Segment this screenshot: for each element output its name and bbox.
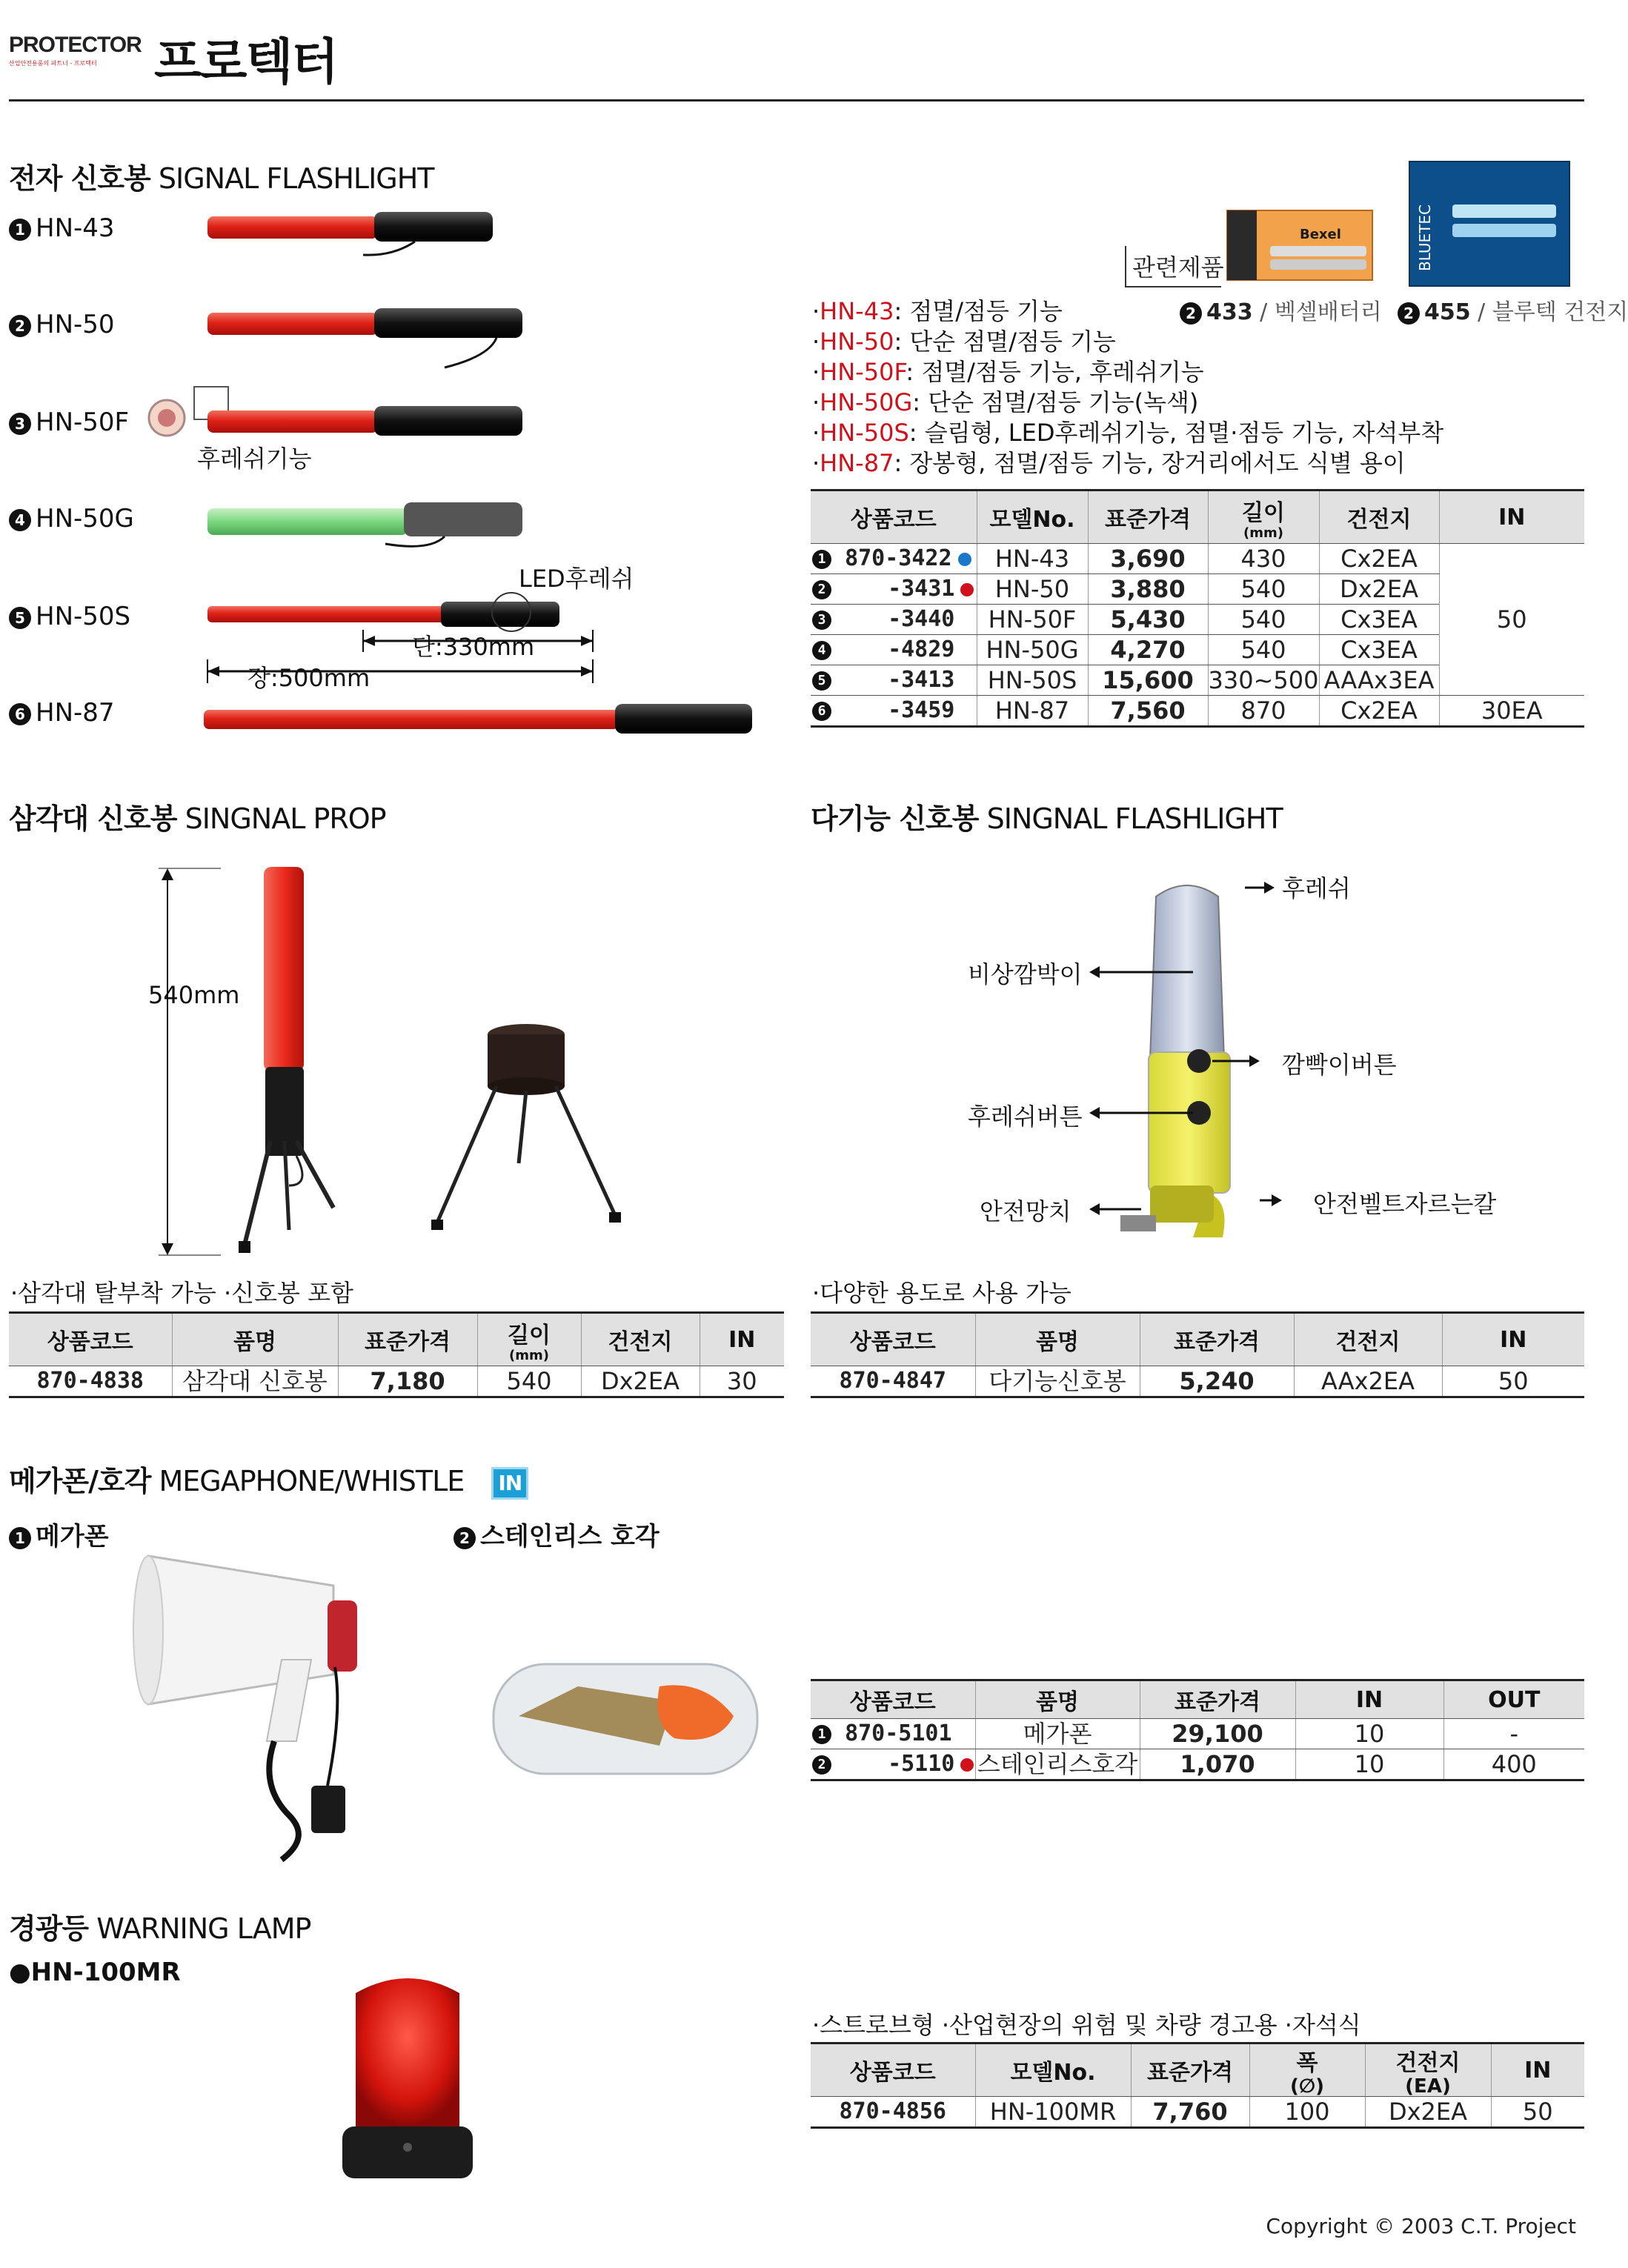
feature-hn50g: ·HN-50G: 단순 점멸/점등 기능(녹색) bbox=[812, 388, 1199, 416]
cell-code: 870-4847 bbox=[811, 1366, 975, 1397]
arrow-head bbox=[1264, 882, 1275, 894]
col-length-label: 길이 bbox=[508, 1323, 551, 1349]
section-title-kr: 경광등 bbox=[9, 1912, 89, 1945]
prop-dim-arrow-top bbox=[162, 868, 173, 880]
code-text: 870-5101 bbox=[845, 1720, 952, 1746]
hn50s-handle bbox=[441, 602, 559, 627]
cell-battery: Cx2EA bbox=[1319, 544, 1439, 574]
cell-model: HN-50 bbox=[977, 574, 1088, 605]
callout-blink-button: 깜빡이버튼 bbox=[1282, 1051, 1397, 1079]
col-code: 상품코드 bbox=[811, 2043, 975, 2097]
code-text: 870-3422 bbox=[845, 545, 952, 571]
item-label-hn50 bbox=[9, 310, 115, 339]
brand-logo bbox=[9, 33, 142, 73]
row-number: 2 bbox=[812, 580, 831, 599]
arrow-head bbox=[1272, 1194, 1282, 1206]
in-badge: IN bbox=[491, 1467, 528, 1500]
cell-name: 다기능신호봉 bbox=[975, 1366, 1140, 1397]
prop-dim-arrow-bottom bbox=[162, 1243, 173, 1255]
col-price: 표준가격 bbox=[1140, 1313, 1294, 1366]
annotation-flash-function: 후레쉬기능 bbox=[197, 445, 312, 473]
section-title-en: MEGAPHONE/WHISTLE bbox=[159, 1465, 465, 1497]
feature-model: HN-50 bbox=[820, 327, 894, 356]
tripod-foot-2 bbox=[609, 1212, 621, 1223]
cell-price: 7,180 bbox=[338, 1366, 477, 1397]
hn50-handle bbox=[374, 308, 522, 338]
col-in: IN bbox=[700, 1313, 784, 1366]
cell-price: 5,240 bbox=[1140, 1366, 1294, 1397]
lamp-base-button bbox=[403, 2143, 412, 2152]
row-number: 1 bbox=[812, 1725, 831, 1744]
cell-code bbox=[811, 544, 977, 574]
related-product-desc: 블루텍 건전지 bbox=[1492, 299, 1628, 325]
cell-name: 메가폰 bbox=[975, 1719, 1140, 1749]
short-dim-arrow-left bbox=[363, 636, 375, 646]
col-model: 모델No. bbox=[975, 2043, 1131, 2097]
feature-hn50: ·HN-50: 단순 점멸/점등 기능 bbox=[812, 327, 1116, 356]
annotation-led-flash: LED후레쉬 bbox=[519, 565, 634, 593]
number-badge: 2 bbox=[1398, 302, 1420, 325]
related-products-label: 관련제품 bbox=[1125, 246, 1221, 287]
callout-safety-hammer: 안전망치 bbox=[980, 1197, 1072, 1226]
bexel-cell-2 bbox=[1270, 259, 1366, 270]
warning-lamp-image bbox=[326, 1971, 489, 2186]
bluetec-battery-image bbox=[1408, 160, 1571, 287]
item-label-text: HN-87 bbox=[36, 698, 115, 728]
hn50g-handle bbox=[404, 502, 522, 536]
feature-desc: : 단순 점멸/점등 기능 bbox=[894, 327, 1116, 356]
cell-battery: Dx2EA bbox=[1365, 2097, 1491, 2128]
feature-hn87: ·HN-87: 장봉형, 점멸/점등 기능, 장거리에서도 식별 용이 bbox=[812, 449, 1406, 477]
cell-length: 540 bbox=[1208, 574, 1319, 605]
copyright-text: Copyright © 2003 C.T. Project bbox=[1266, 2214, 1576, 2238]
cell-code bbox=[811, 1719, 975, 1749]
megaphone-table bbox=[811, 1679, 1584, 1781]
arrow-head bbox=[1089, 1203, 1100, 1215]
row-number: 3 bbox=[812, 611, 831, 630]
related-product-divider: / bbox=[1470, 299, 1492, 325]
feature-desc: : 점멸/점등 기능, 후레쉬기능 bbox=[906, 358, 1204, 386]
feature-desc: : 슬림형, LED후레쉬기능, 점멸·점등 기능, 자석부착 bbox=[908, 419, 1444, 447]
tripod-leg-1 bbox=[437, 1086, 496, 1223]
cell-model: HN-87 bbox=[977, 696, 1088, 727]
number-badge: 1 bbox=[9, 1527, 31, 1549]
cell-in: 30 bbox=[700, 1366, 784, 1397]
cell-price: 7,760 bbox=[1131, 2097, 1249, 2128]
cell-price: 15,600 bbox=[1088, 665, 1208, 696]
row-number: 5 bbox=[812, 671, 831, 691]
col-price: 표준가격 bbox=[1140, 1680, 1295, 1719]
cell-in: 10 bbox=[1295, 1749, 1443, 1780]
whistle-image bbox=[489, 1657, 763, 1783]
callout-flash-button: 후레쉬버튼 bbox=[968, 1103, 1083, 1131]
col-in: IN bbox=[1295, 1680, 1443, 1719]
table-row bbox=[811, 544, 1584, 574]
col-width bbox=[1249, 2043, 1365, 2097]
cell-code bbox=[811, 665, 977, 696]
col-in: IN bbox=[1439, 490, 1584, 544]
cell-model: HN-50S bbox=[977, 665, 1088, 696]
code-text: -4829 bbox=[888, 636, 955, 662]
col-length bbox=[1208, 490, 1319, 544]
cell-battery: Dx2EA bbox=[581, 1366, 700, 1397]
col-code: 상품코드 bbox=[811, 1313, 975, 1366]
table-header-row bbox=[811, 1680, 1584, 1719]
cell-length: 870 bbox=[1208, 696, 1319, 727]
row-number: 1 bbox=[812, 550, 831, 569]
warning-lamp-table bbox=[811, 2042, 1584, 2129]
hn50g-strap bbox=[385, 536, 445, 546]
prop-leg-1 bbox=[245, 1141, 270, 1245]
related-product-desc: 벡셀배터리 bbox=[1274, 299, 1382, 325]
col-battery-label: 건전지 bbox=[1395, 2050, 1461, 2076]
prop-dimension-label: 540mm bbox=[148, 981, 240, 1009]
signal-prop-table bbox=[9, 1311, 784, 1398]
col-model: 모델No. bbox=[977, 490, 1088, 544]
cell-length: 430 bbox=[1208, 544, 1319, 574]
col-battery: 건전지 bbox=[581, 1313, 700, 1366]
megaphone-mic-cord bbox=[328, 1667, 337, 1786]
table-row bbox=[811, 1366, 1584, 1397]
cell-price: 3,880 bbox=[1088, 574, 1208, 605]
brand-title: 프로텍터 bbox=[154, 33, 338, 90]
cell-model: HN-43 bbox=[977, 544, 1088, 574]
section-title-kr: 삼각대 신호봉 bbox=[9, 802, 177, 835]
number-badge: 2 bbox=[453, 1527, 476, 1549]
cell-out: - bbox=[1443, 1719, 1584, 1749]
col-code: 상품코드 bbox=[811, 490, 977, 544]
item-label-hn43 bbox=[9, 213, 115, 243]
prop-foot bbox=[239, 1241, 250, 1253]
cell-in: 50 bbox=[1442, 1366, 1584, 1397]
cell-model: HN-100MR bbox=[975, 2097, 1131, 2128]
table-row bbox=[811, 1719, 1584, 1749]
bluetec-cell-1 bbox=[1452, 204, 1556, 218]
col-price: 표준가격 bbox=[1131, 2043, 1249, 2097]
item-label-whistle bbox=[453, 1516, 659, 1552]
item-label-text: 메가폰 bbox=[36, 1522, 109, 1552]
code-text: -3459 bbox=[888, 697, 955, 723]
megaphone-image bbox=[133, 1549, 415, 1867]
feature-model: HN-43 bbox=[820, 297, 894, 325]
col-length bbox=[477, 1313, 581, 1366]
cell-length: 540 bbox=[477, 1366, 581, 1397]
cell-battery: Cx3EA bbox=[1319, 635, 1439, 665]
hn50s-tube bbox=[207, 606, 445, 622]
table-header-row bbox=[811, 490, 1584, 544]
bluetec-cell-2 bbox=[1452, 224, 1556, 237]
col-name: 품명 bbox=[172, 1313, 338, 1366]
code-text: -3413 bbox=[888, 667, 955, 693]
section-title-en: SIGNAL FLASHLIGHT bbox=[158, 162, 434, 195]
col-width-unit: (∅) bbox=[1289, 2075, 1325, 2098]
megaphone-mouth bbox=[133, 1556, 163, 1704]
col-length-unit: (mm) bbox=[1243, 525, 1283, 541]
cell-in: 50 bbox=[1491, 2097, 1584, 2128]
cell-length: 540 bbox=[1208, 635, 1319, 665]
bexel-battery-image bbox=[1226, 204, 1374, 286]
tripod-leg-3 bbox=[519, 1091, 526, 1163]
cell-in-merged: 50 bbox=[1439, 544, 1584, 696]
color-dot-red bbox=[960, 583, 974, 596]
bexel-brand: Bexel bbox=[1300, 227, 1341, 242]
section-title-en: WARNING LAMP bbox=[96, 1912, 311, 1945]
feature-hn50f: ·HN-50F: 점멸/점등 기능, 후레쉬기능 bbox=[812, 358, 1204, 386]
col-battery-unit: (EA) bbox=[1405, 2075, 1451, 2098]
feature-model: HN-50F bbox=[820, 358, 906, 386]
col-out: OUT bbox=[1443, 1680, 1584, 1719]
section-title-multi-flashlight bbox=[811, 796, 1283, 837]
feature-desc: : 점멸/점등 기능 bbox=[894, 297, 1063, 325]
section-title-signal-flashlight bbox=[9, 156, 434, 196]
hn50f-lens-inner bbox=[158, 409, 176, 427]
number-badge: 5 bbox=[9, 607, 31, 629]
cell-battery: Cx2EA bbox=[1319, 696, 1439, 727]
col-name: 품명 bbox=[975, 1313, 1140, 1366]
callout-flash: 후레쉬 bbox=[1282, 874, 1351, 902]
cell-code: 870-4856 bbox=[811, 2097, 975, 2128]
code-text: -3440 bbox=[888, 606, 955, 632]
megaphone-cord bbox=[269, 1741, 299, 1860]
callout-belt-cutter: 안전벨트자르는칼 bbox=[1313, 1190, 1497, 1218]
table-row bbox=[811, 1749, 1584, 1780]
cell-price: 5,430 bbox=[1088, 605, 1208, 635]
code-text: -5110 bbox=[888, 1751, 955, 1777]
cell-out: 400 bbox=[1443, 1749, 1584, 1780]
hn43-handle bbox=[374, 212, 493, 242]
feature-desc: : 장봉형, 점멸/점등 기능, 장거리에서도 식별 용이 bbox=[894, 449, 1406, 477]
col-price: 표준가격 bbox=[1088, 490, 1208, 544]
arrow-head bbox=[1089, 966, 1100, 978]
hn50-strap bbox=[445, 338, 496, 368]
col-code: 상품코드 bbox=[9, 1313, 172, 1366]
cell-code bbox=[811, 1749, 975, 1780]
item-label-text: HN-50S bbox=[36, 602, 131, 631]
feature-model: HN-87 bbox=[820, 449, 894, 477]
hn50g-tube bbox=[207, 508, 408, 535]
item-label-hn50f bbox=[9, 408, 129, 437]
related-product-code: 433 bbox=[1206, 299, 1253, 325]
cell-price: 7,560 bbox=[1088, 696, 1208, 727]
table-header-row bbox=[9, 1313, 784, 1366]
cell-code bbox=[811, 635, 977, 665]
callout-emergency-blinker: 비상깜박이 bbox=[968, 960, 1083, 988]
item-label-text: HN-43 bbox=[36, 213, 115, 243]
color-dot-blue bbox=[958, 553, 971, 566]
color-dot-red bbox=[960, 1758, 974, 1772]
row-number: 4 bbox=[812, 641, 831, 660]
col-code: 상품코드 bbox=[811, 1680, 975, 1719]
section-title-en: SINGNAL PROP bbox=[185, 802, 386, 835]
table-row bbox=[811, 2097, 1584, 2128]
col-length-label: 길이 bbox=[1242, 500, 1285, 526]
cell-model: HN-50G bbox=[977, 635, 1088, 665]
table-header-row bbox=[811, 1313, 1584, 1366]
bluetec-brand: BLUETEC bbox=[1416, 204, 1434, 271]
item-label-hn50s bbox=[9, 602, 130, 631]
megaphone-mic bbox=[311, 1786, 345, 1833]
section-title-megaphone bbox=[9, 1458, 528, 1500]
cell-model: HN-50F bbox=[977, 605, 1088, 635]
table-header-row bbox=[811, 2043, 1584, 2097]
number-badge: 2 bbox=[9, 315, 31, 337]
feature-model: HN-50S bbox=[820, 419, 909, 447]
item-label-text: 스테인리스 호각 bbox=[480, 1522, 659, 1552]
section-title-warning-lamp bbox=[9, 1906, 310, 1946]
hn43-tube bbox=[207, 216, 378, 239]
cell-name: 스테인리스호각 bbox=[975, 1749, 1140, 1780]
logo-tagline: 산업안전용품의 파트너 - 프로텍터 bbox=[9, 60, 97, 67]
col-battery: 건전지 bbox=[1294, 1313, 1442, 1366]
number-badge: 4 bbox=[9, 509, 31, 531]
section-title-signal-prop bbox=[9, 796, 386, 837]
related-product-divider: / bbox=[1252, 299, 1275, 325]
arrow-head bbox=[1249, 1055, 1260, 1067]
cell-length: 330~500 bbox=[1208, 666, 1319, 694]
hn50f-tube bbox=[207, 410, 378, 433]
item-label-hn50g bbox=[9, 504, 134, 533]
cell-price: 29,100 bbox=[1140, 1719, 1295, 1749]
section-title-kr: 전자 신호봉 bbox=[9, 162, 150, 195]
number-badge: 1 bbox=[9, 219, 31, 241]
prop-tube bbox=[264, 867, 304, 1071]
col-battery bbox=[1365, 2043, 1491, 2097]
lamp-dome bbox=[356, 1978, 459, 2126]
item-label-text: HN-50 bbox=[36, 310, 115, 339]
warning-lamp-notes: ·스트로브형 ·산업현장의 위험 및 차량 경고용 ·자석식 bbox=[812, 2011, 1361, 2039]
cell-length: 540 bbox=[1208, 605, 1319, 635]
signal-flashlight-table bbox=[811, 489, 1584, 728]
lamp-base bbox=[342, 2126, 473, 2178]
item-label-hn87 bbox=[9, 698, 115, 728]
item-label-text: HN-50F bbox=[36, 408, 130, 437]
col-in: IN bbox=[1442, 1313, 1584, 1366]
row-number: 2 bbox=[812, 1755, 831, 1775]
annotation-short-length: 단:330mm bbox=[412, 633, 535, 661]
cell-in: 30EA bbox=[1439, 696, 1584, 727]
item-label-text: HN-50G bbox=[36, 504, 134, 533]
cell-code bbox=[811, 574, 977, 605]
row-number: 6 bbox=[812, 702, 831, 721]
section-title-kr: 메가폰/호각 bbox=[9, 1465, 151, 1497]
col-length-unit: (mm) bbox=[509, 1348, 549, 1363]
hn87-handle bbox=[615, 704, 752, 734]
table-row bbox=[811, 696, 1584, 727]
cell-battery: AAx2EA bbox=[1294, 1366, 1442, 1397]
number-badge: 6 bbox=[9, 703, 31, 725]
section-title-kr: 다기능 신호봉 bbox=[811, 802, 979, 835]
col-in: IN bbox=[1491, 2043, 1584, 2097]
cell-code: 870-4838 bbox=[9, 1366, 172, 1397]
hn87-tube bbox=[204, 710, 619, 729]
header-divider bbox=[9, 99, 1584, 102]
tripod-leg-2 bbox=[556, 1086, 615, 1215]
cell-name: 삼각대 신호봉 bbox=[172, 1366, 338, 1397]
item-label-hn100mr: ●HN-100MR bbox=[9, 1958, 181, 1987]
col-name: 품명 bbox=[975, 1680, 1140, 1719]
multi-flashlight-table bbox=[811, 1311, 1584, 1398]
hn50f-handle bbox=[374, 406, 522, 436]
feature-list bbox=[812, 296, 1443, 479]
cell-battery: Cx3EA bbox=[1319, 605, 1439, 635]
long-dim-arrow-right bbox=[581, 666, 593, 676]
feature-hn50s: ·HN-50S: 슬림형, LED후레쉬기능, 점멸·점등 기능, 자석부착 bbox=[812, 419, 1444, 447]
arrow-head bbox=[1089, 1107, 1100, 1119]
related-product-code: 455 bbox=[1424, 299, 1471, 325]
number-badge: 2 bbox=[1180, 302, 1202, 325]
table-row bbox=[9, 1366, 784, 1397]
long-dim-arrow-left bbox=[207, 666, 219, 676]
annotation-long-length: 장:500mm bbox=[247, 664, 371, 692]
multi-notes: ·다양한 용도로 사용 가능 bbox=[812, 1279, 1072, 1307]
cell-price: 1,070 bbox=[1140, 1749, 1295, 1780]
bexel-cell-1 bbox=[1270, 246, 1366, 256]
short-dim-arrow-right bbox=[581, 636, 593, 646]
number-badge: 3 bbox=[9, 413, 31, 435]
signal-prop-illustration bbox=[141, 859, 674, 1260]
hn50-tube bbox=[207, 313, 378, 335]
logo-text: PROTECTOR bbox=[9, 33, 142, 57]
col-width-label: 폭 bbox=[1296, 2050, 1318, 2076]
bexel-tag bbox=[1227, 210, 1257, 280]
section-title-en: SINGNAL FLASHLIGHT bbox=[986, 802, 1283, 835]
tripod-foot-1 bbox=[431, 1220, 443, 1230]
feature-hn43: ·HN-43: 점멸/점등 기능 bbox=[812, 297, 1063, 325]
feature-model: HN-50G bbox=[820, 388, 913, 416]
cell-width: 100 bbox=[1249, 2097, 1365, 2128]
cell-price: 3,690 bbox=[1088, 544, 1208, 574]
cell-battery: AAAx3EA bbox=[1319, 665, 1439, 696]
cell-in: 10 bbox=[1295, 1719, 1443, 1749]
item-label-megaphone bbox=[9, 1516, 109, 1552]
cell-code bbox=[811, 605, 977, 635]
prop-strap bbox=[289, 1156, 302, 1185]
cell-code bbox=[811, 696, 977, 727]
cell-price: 4,270 bbox=[1088, 635, 1208, 665]
code-text: -3431 bbox=[888, 576, 955, 602]
hn43-strap bbox=[363, 242, 415, 255]
prop-notes: ·삼각대 탈부착 가능 ·신호봉 포함 bbox=[10, 1279, 353, 1307]
col-battery: 건전지 bbox=[1319, 490, 1439, 544]
cell-battery: Dx2EA bbox=[1319, 574, 1439, 605]
feature-desc: : 단순 점멸/점등 기능(녹색) bbox=[912, 388, 1199, 416]
megaphone-red-band bbox=[328, 1600, 357, 1672]
col-price: 표준가격 bbox=[338, 1313, 477, 1366]
